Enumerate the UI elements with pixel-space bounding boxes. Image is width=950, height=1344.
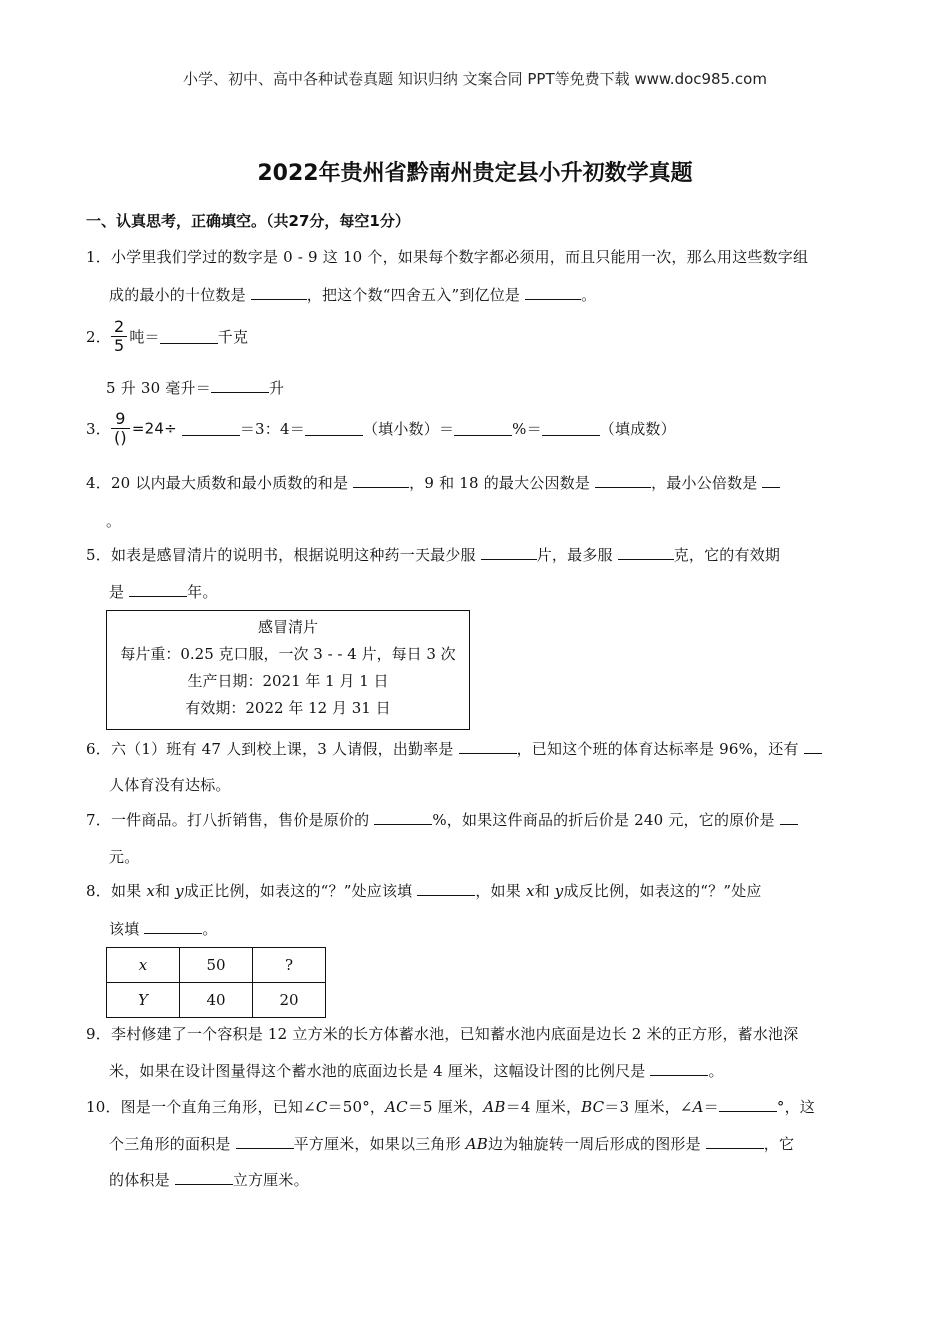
medicine-label-box	[106, 610, 470, 730]
question-text: %＝	[512, 420, 542, 438]
question-text: %，如果这件商品的折后价是 240 元，它的原价是	[432, 811, 780, 829]
question-text: 年。	[187, 583, 218, 601]
answer-blank[interactable]	[182, 421, 240, 436]
question-text: 4．20 以内最大质数和最小质数的和是	[86, 474, 354, 492]
fraction	[111, 410, 130, 447]
question-text: （填成数）	[599, 420, 676, 438]
question-text: 5 升 30 毫升＝	[106, 379, 211, 397]
question-text: ，最小公倍数是	[651, 474, 763, 492]
answer-blank[interactable]	[211, 378, 269, 393]
variable-ab: AB	[465, 1135, 489, 1153]
page-header: 小学、初中、高中各种试卷真题 知识归纳 文案合同 PPT等免费下载 www.doc985.com	[183, 70, 767, 88]
question-text: 的体积是	[109, 1171, 175, 1189]
question-text: 6．六（1）班有 47 人到校上课，3 人请假，出勤率是	[86, 740, 459, 758]
answer-blank[interactable]	[160, 329, 218, 344]
question-number: 3．	[86, 420, 111, 438]
answer-blank[interactable]	[595, 473, 651, 488]
question-text: 吨＝	[129, 328, 160, 346]
medicine-production-date: 生产日期：2021 年 1 月 1 日	[187, 672, 389, 690]
table-cell: Y	[107, 983, 180, 1018]
question-10-line-1	[86, 1096, 815, 1117]
answer-blank[interactable]	[780, 810, 798, 825]
question-5-line-1	[86, 544, 780, 565]
answer-blank[interactable]	[251, 285, 307, 300]
question-text: 。	[202, 920, 218, 938]
question-text: ，它	[763, 1135, 795, 1153]
question-8-line-2	[109, 918, 218, 939]
variable-x: x	[146, 882, 155, 900]
answer-blank[interactable]	[525, 285, 581, 300]
question-text: ＝50°，	[327, 1098, 386, 1116]
question-text: 。	[581, 286, 597, 304]
question-text: 千克	[217, 328, 249, 346]
variable-y: y	[175, 882, 184, 900]
question-text: 个三角形的面积是	[109, 1135, 236, 1153]
question-text: 成的最小的十位数是	[109, 286, 251, 304]
answer-blank[interactable]	[804, 739, 822, 754]
page-title: 2022年贵州省黔南州贵定县小升初数学真题	[257, 161, 693, 186]
question-text: 平方厘米，如果以三角形	[293, 1135, 466, 1153]
fraction-numerator: 9	[111, 410, 130, 429]
question-7-line-2: 元。	[109, 848, 140, 866]
fraction-denominator: 5	[113, 336, 125, 355]
fraction-denominator: ()	[113, 428, 127, 447]
answer-blank[interactable]	[762, 473, 780, 488]
question-text: 该填	[109, 920, 145, 938]
question-text: 克，它的有效期	[673, 546, 781, 564]
question-text: 立方厘米。	[232, 1171, 309, 1189]
answer-blank[interactable]	[454, 421, 512, 436]
medicine-expiry-date: 有效期：2022 年 12 月 31 日	[185, 699, 391, 717]
question-text: 片，最多服	[536, 546, 618, 564]
answer-blank[interactable]	[236, 1134, 294, 1149]
question-9-line-2	[109, 1060, 724, 1081]
section-heading: 一、认真思考，正确填空。（共27分，每空1分）	[86, 212, 410, 230]
table-cell: x	[107, 948, 180, 983]
answer-blank[interactable]	[374, 810, 432, 825]
answer-blank[interactable]	[144, 919, 202, 934]
question-text: 5．如表是感冒清片的说明书，根据说明这种药一天最少服	[86, 546, 481, 564]
variable-bc: BC	[581, 1098, 605, 1116]
answer-blank[interactable]	[719, 1097, 777, 1112]
question-text: 7．一件商品。打八折销售，售价是原价的	[86, 811, 375, 829]
answer-blank[interactable]	[706, 1134, 764, 1149]
question-text: 10．图是一个直角三角形，已知∠	[86, 1098, 316, 1116]
table-row	[107, 948, 326, 983]
question-3	[86, 410, 676, 447]
question-2-line-2	[106, 377, 284, 398]
table-cell: 50	[180, 948, 253, 983]
question-text: 是	[109, 583, 130, 601]
question-1-line-1: 1．小学里我们学过的数字是 0 - 9 这 10 个，如果每个数字都必须用，而且只能用一次，那么用这些数字组	[86, 248, 809, 266]
question-4-line-1	[86, 472, 780, 493]
xy-proportion-table	[106, 947, 326, 1018]
question-5-line-2	[109, 581, 218, 602]
question-text: （填小数）＝	[362, 420, 455, 438]
question-text: ＝	[703, 1098, 719, 1116]
question-7-line-1	[86, 809, 798, 830]
variable-y: y	[554, 882, 564, 900]
answer-blank[interactable]	[650, 1061, 708, 1076]
question-text: 8．如果	[86, 882, 147, 900]
question-2-line-1	[86, 318, 248, 355]
table-row	[107, 983, 326, 1018]
question-9-line-1: 9．李村修建了一个容积是 12 立方米的长方体蓄水池，已知蓄水池内底面是边长 2 米的正方形，蓄水池深	[86, 1025, 799, 1043]
question-text: °，这	[776, 1098, 815, 1116]
question-text: 成正比例，如表这的“？”处应该填	[183, 882, 418, 900]
table-cell: 20	[253, 983, 326, 1018]
variable-x: x	[525, 882, 535, 900]
answer-blank[interactable]	[459, 739, 517, 754]
question-text: ＝3 厘米，∠	[604, 1098, 693, 1116]
question-text: 成反比例，如表这的“？”处应	[563, 882, 762, 900]
variable-a: A	[692, 1098, 704, 1116]
question-4-line-2: 。	[106, 512, 122, 530]
medicine-name: 感冒清片	[257, 618, 318, 636]
question-text: ＝3：4＝	[239, 420, 305, 438]
answer-blank[interactable]	[542, 421, 600, 436]
question-text: ＝5 厘米，	[407, 1098, 484, 1116]
fraction	[111, 318, 127, 355]
answer-blank[interactable]	[353, 473, 409, 488]
question-8-line-1	[86, 880, 762, 901]
question-10-line-3	[109, 1169, 309, 1190]
question-6-line-2: 人体育没有达标。	[109, 776, 231, 794]
answer-blank[interactable]	[417, 881, 475, 896]
question-text: 和	[534, 882, 555, 900]
answer-blank[interactable]	[481, 545, 537, 560]
question-text: 升	[268, 379, 285, 397]
question-10-line-2	[109, 1133, 794, 1154]
answer-blank[interactable]	[129, 582, 187, 597]
question-text: ＝4 厘米，	[505, 1098, 582, 1116]
table-cell: ?	[253, 948, 326, 983]
table-cell: 40	[180, 983, 253, 1018]
variable-ac: AC	[385, 1098, 408, 1116]
question-text: ，已知这个班的体育达标率是 96%，还有	[516, 740, 804, 758]
question-text: 和	[154, 882, 176, 900]
variable-c: C	[315, 1098, 328, 1116]
question-6-line-1	[86, 738, 822, 759]
question-text: =24÷	[131, 419, 182, 438]
variable-ab: AB	[483, 1098, 506, 1116]
question-text: ，如果	[475, 882, 526, 900]
answer-blank[interactable]	[305, 421, 363, 436]
question-text: 。	[708, 1062, 724, 1080]
question-text: ，9 和 18 的最大公因数是	[409, 474, 596, 492]
question-1-line-2	[109, 284, 596, 305]
question-text: 边为轴旋转一周后形成的图形是	[488, 1135, 706, 1153]
fraction-numerator: 2	[111, 318, 127, 337]
question-text: 米，如果在设计图量得这个蓄水池的底面边长是 4 厘米，这幅设计图的比例尺是	[109, 1062, 651, 1080]
question-text: ，把这个数“四舍五入”到亿位是	[306, 286, 526, 304]
answer-blank[interactable]	[618, 545, 674, 560]
medicine-dosage: 每片重：0.25 克口服，一次 3 - - 4 片，每日 3 次	[120, 645, 456, 663]
question-number: 2．	[86, 328, 111, 346]
answer-blank[interactable]	[175, 1170, 233, 1185]
